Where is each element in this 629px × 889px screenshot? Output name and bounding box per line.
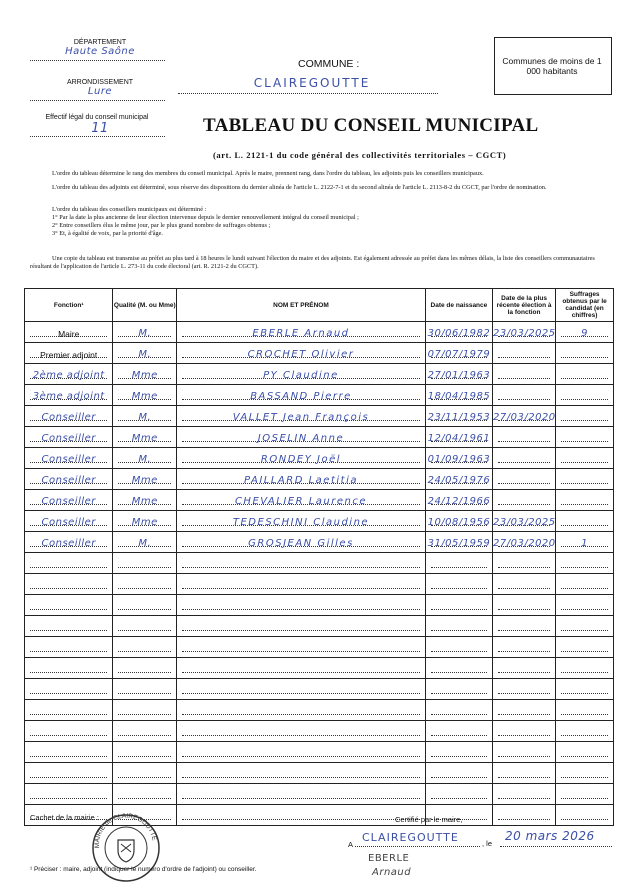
cell-suffrages xyxy=(556,784,614,805)
date-line xyxy=(500,846,612,847)
cell-suffrages xyxy=(556,469,614,490)
cell-fonction xyxy=(25,595,113,616)
cell-nom-value: GROSJEAN Gilles xyxy=(248,538,354,549)
cell-fonction-value: Conseiller xyxy=(41,496,96,507)
intro-paragraph-3b: 2° Entre conseillers élus le même jour, par le plus grand nombre de suffrages obtenus ; xyxy=(52,222,271,229)
cell-suffrages xyxy=(556,385,614,406)
cell-suffrages-value: 9 xyxy=(581,328,588,339)
header-nom: NOM ET PRÉNOM xyxy=(177,289,426,322)
cell-election xyxy=(493,616,556,637)
intro-paragraph-3: L'ordre du tableau des conseillers municipaux est déterminé : xyxy=(52,206,207,213)
table-row xyxy=(25,532,614,553)
cell-naissance xyxy=(425,637,492,658)
cell-election xyxy=(493,700,556,721)
cell-qualite xyxy=(113,406,177,427)
cell-fonction xyxy=(25,679,113,700)
cell-nom xyxy=(177,784,426,805)
cell-fonction xyxy=(25,742,113,763)
le-label: , le xyxy=(482,839,493,848)
cell-suffrages xyxy=(556,679,614,700)
cell-fonction xyxy=(25,658,113,679)
cell-qualite-value: Mme xyxy=(131,433,158,444)
council-table xyxy=(24,288,614,826)
cell-fonction-value: Conseiller xyxy=(41,538,96,549)
cell-suffrages xyxy=(556,658,614,679)
cell-election xyxy=(493,511,556,532)
cell-naissance-value: 24/05/1976 xyxy=(427,475,491,486)
effectif-value: 11 xyxy=(91,121,109,136)
cell-election xyxy=(493,658,556,679)
cell-qualite xyxy=(113,679,177,700)
departement-value: Haute Saône xyxy=(65,46,135,57)
cell-nom xyxy=(177,553,426,574)
footnote: ¹ Préciser : maire, adjoint (indiquer le numéro d'ordre de l'adjoint) ou conseiller. xyxy=(30,866,257,873)
cell-fonction-value: Premier adjoint xyxy=(40,350,98,360)
cell-qualite xyxy=(113,343,177,364)
cell-fonction xyxy=(25,532,113,553)
intro-paragraph-2: L'ordre du tableau des adjoints est déterminé, sous réserve des dispositions du dernier alinéa de l'article L. 2122-7-1 et du second alinéa de l'article L. 2113-8-2 du CGCT, par l'ordre de nomination. xyxy=(52,184,547,191)
arrondissement-line xyxy=(30,100,165,101)
cell-nom-value: TEDESCHINI Claudine xyxy=(232,517,370,528)
cell-qualite xyxy=(113,700,177,721)
cell-nom xyxy=(177,490,426,511)
cell-election xyxy=(493,385,556,406)
cell-fonction xyxy=(25,490,113,511)
cell-naissance xyxy=(425,574,492,595)
cell-nom xyxy=(177,427,426,448)
cell-qualite-value: M. xyxy=(138,349,152,360)
cell-nom xyxy=(177,721,426,742)
cachet-label: Cachet de la mairie : xyxy=(30,813,99,822)
cell-naissance-value: 30/06/1982 xyxy=(427,328,491,339)
cell-nom xyxy=(177,448,426,469)
cell-election xyxy=(493,679,556,700)
intro-paragraph-3c: 3° Et, à égalité de voix, par la priorité d'âge. xyxy=(52,230,164,237)
cell-qualite xyxy=(113,448,177,469)
cell-qualite-value: M. xyxy=(138,412,152,423)
cell-suffrages xyxy=(556,700,614,721)
cell-naissance xyxy=(425,721,492,742)
signature-name: EBERLE xyxy=(368,853,410,864)
cell-nom xyxy=(177,595,426,616)
cell-naissance xyxy=(425,448,492,469)
cell-fonction xyxy=(25,784,113,805)
table-row xyxy=(25,322,614,343)
cell-election xyxy=(493,595,556,616)
cell-naissance xyxy=(425,616,492,637)
cell-qualite xyxy=(113,574,177,595)
lieu-line xyxy=(355,846,480,847)
header-qualite: Qualité (M. ou Mme) xyxy=(113,289,177,322)
cell-fonction xyxy=(25,637,113,658)
cell-nom-value: JOSELIN Anne xyxy=(257,433,345,444)
cell-suffrages xyxy=(556,763,614,784)
cell-naissance-value: 12/04/1961 xyxy=(427,433,491,444)
table-row xyxy=(25,679,614,700)
cell-naissance xyxy=(425,322,492,343)
table-row xyxy=(25,574,614,595)
cell-nom-value: VALLET Jean François xyxy=(232,412,370,423)
cell-naissance xyxy=(425,469,492,490)
commune-label: COMMUNE : xyxy=(298,58,360,70)
cell-nom xyxy=(177,385,426,406)
cell-qualite-value: M. xyxy=(138,538,152,549)
cell-fonction xyxy=(25,553,113,574)
cell-suffrages xyxy=(556,427,614,448)
cell-election xyxy=(493,637,556,658)
cell-nom xyxy=(177,364,426,385)
cell-qualite xyxy=(113,721,177,742)
cell-fonction xyxy=(25,343,113,364)
cell-qualite xyxy=(113,322,177,343)
cell-suffrages xyxy=(556,322,614,343)
cell-qualite xyxy=(113,763,177,784)
cell-election xyxy=(493,343,556,364)
cell-election-value: 23/03/2025 xyxy=(493,328,556,339)
cell-election xyxy=(493,448,556,469)
cell-election xyxy=(493,784,556,805)
cell-fonction xyxy=(25,721,113,742)
cell-naissance xyxy=(425,427,492,448)
header-election: Date de la plus récente élection à la fonction xyxy=(493,289,556,322)
table-row xyxy=(25,406,614,427)
cell-nom xyxy=(177,637,426,658)
cell-naissance xyxy=(425,700,492,721)
cell-election-value: 23/03/2025 xyxy=(493,517,556,528)
cell-nom xyxy=(177,679,426,700)
mairie-stamp-icon xyxy=(90,812,162,884)
cell-qualite-value: M. xyxy=(138,328,152,339)
cell-qualite-value: Mme xyxy=(131,517,158,528)
table-row xyxy=(25,763,614,784)
cell-suffrages xyxy=(556,637,614,658)
cell-election xyxy=(493,805,556,826)
cell-naissance xyxy=(425,406,492,427)
cell-naissance-value: 23/11/1953 xyxy=(427,412,491,423)
cell-qualite xyxy=(113,532,177,553)
cell-election-value: 27/03/2020 xyxy=(493,538,556,549)
table-row xyxy=(25,427,614,448)
cell-fonction xyxy=(25,616,113,637)
cell-qualite xyxy=(113,742,177,763)
signature-first: Arnaud xyxy=(372,867,412,878)
cell-nom-value: BASSAND Pierre xyxy=(250,391,352,402)
cell-fonction-value: Conseiller xyxy=(41,475,96,486)
cell-suffrages xyxy=(556,805,614,826)
cell-election xyxy=(493,553,556,574)
cell-suffrages xyxy=(556,343,614,364)
intro-paragraph-1: L'ordre du tableau détermine le rang des membres du conseil municipal. Après le maire, prennent rang, dans l'ordre du tableau, les adjoints puis les conseillers municipaux. xyxy=(52,170,484,177)
cell-nom-value: RONDEY Joël xyxy=(260,454,342,465)
cell-naissance xyxy=(425,385,492,406)
commune-line xyxy=(178,93,438,94)
cell-naissance xyxy=(425,553,492,574)
cell-qualite-value: Mme xyxy=(131,496,158,507)
cell-naissance-value: 31/05/1959 xyxy=(427,538,491,549)
cell-election xyxy=(493,490,556,511)
table-row xyxy=(25,595,614,616)
cell-nom xyxy=(177,658,426,679)
cell-suffrages xyxy=(556,532,614,553)
cell-qualite xyxy=(113,637,177,658)
table-row xyxy=(25,637,614,658)
cell-nom xyxy=(177,343,426,364)
cell-nom xyxy=(177,532,426,553)
cell-qualite-value: M. xyxy=(138,454,152,465)
cell-election xyxy=(493,574,556,595)
table-header-row xyxy=(25,289,614,322)
cell-suffrages xyxy=(556,721,614,742)
cell-fonction xyxy=(25,511,113,532)
cell-fonction-value: Conseiller xyxy=(41,517,96,528)
cell-fonction-value: Conseiller xyxy=(41,412,96,423)
cell-nom xyxy=(177,763,426,784)
cell-naissance xyxy=(425,742,492,763)
table-row xyxy=(25,784,614,805)
table-row xyxy=(25,343,614,364)
table-row xyxy=(25,448,614,469)
cell-qualite-value: Mme xyxy=(131,391,158,402)
cell-nom-value: EBERLE Arnaud xyxy=(252,328,350,339)
cell-election xyxy=(493,721,556,742)
cell-election xyxy=(493,763,556,784)
cell-fonction xyxy=(25,574,113,595)
table-row xyxy=(25,385,614,406)
effectif-label: Effectif légal du conseil municipal xyxy=(45,114,149,121)
cell-naissance xyxy=(425,364,492,385)
cell-suffrages xyxy=(556,616,614,637)
page-subtitle: (art. L. 2121-1 du code général des collectivités territoriales – CGCT) xyxy=(213,150,507,160)
certifie-label: Certifié par le maire, xyxy=(395,815,463,824)
cell-election xyxy=(493,469,556,490)
cell-naissance xyxy=(425,343,492,364)
cell-qualite-value: Mme xyxy=(131,370,158,381)
table-row xyxy=(25,616,614,637)
cell-qualite xyxy=(113,616,177,637)
table-row xyxy=(25,553,614,574)
table-row xyxy=(25,364,614,385)
page-title: TABLEAU DU CONSEIL MUNICIPAL xyxy=(203,115,539,136)
cell-suffrages xyxy=(556,595,614,616)
cell-naissance-value: 07/07/1979 xyxy=(427,349,491,360)
header-suffrages: Suffrages obtenus par le candidat (en chiffres) xyxy=(556,289,614,322)
table-row xyxy=(25,469,614,490)
cell-fonction-value: 2ème adjoint xyxy=(32,370,105,381)
cell-election-value: 27/03/2020 xyxy=(493,412,556,423)
cell-suffrages xyxy=(556,490,614,511)
cell-nom xyxy=(177,700,426,721)
cell-qualite xyxy=(113,595,177,616)
cell-naissance xyxy=(425,532,492,553)
cell-qualite xyxy=(113,511,177,532)
cell-naissance-value: 10/08/1956 xyxy=(427,517,491,528)
cell-qualite xyxy=(113,490,177,511)
cell-qualite xyxy=(113,427,177,448)
cell-fonction-value: Maire xyxy=(58,329,80,339)
lieu-value: CLAIREGOUTTE xyxy=(362,831,459,844)
cell-nom xyxy=(177,469,426,490)
habitants-box-text: Communes de moins de 1 000 habitants xyxy=(502,56,602,76)
cell-nom xyxy=(177,322,426,343)
cell-nom xyxy=(177,511,426,532)
cell-nom xyxy=(177,742,426,763)
header-fonction: Fonction¹ xyxy=(25,289,113,322)
departement-line xyxy=(30,60,165,61)
cell-fonction xyxy=(25,406,113,427)
cell-naissance-value: 27/01/1963 xyxy=(427,370,491,381)
cell-fonction xyxy=(25,364,113,385)
cell-qualite xyxy=(113,658,177,679)
intro-paragraph-3a: 1° Par la date la plus ancienne de leur élection intervenue depuis le dernier renouvellement intégral du conseil municipal ; xyxy=(52,214,359,221)
cell-naissance xyxy=(425,679,492,700)
cell-qualite xyxy=(113,385,177,406)
intro-paragraph-4: Une copie du tableau est transmise au préfet au plus tard à 18 heures le lundi suivant l'élection du maire et des adjoints. Est également adressée au préfet dans les mêmes délais, la liste des conseillers communautaires résultant de l'application de l'article L. 273-11 du code électoral (art. R. 2121-2 du CGCT). xyxy=(30,255,595,270)
cell-naissance xyxy=(425,511,492,532)
cell-fonction-value: Conseiller xyxy=(41,433,96,444)
cell-suffrages xyxy=(556,742,614,763)
table-row xyxy=(25,490,614,511)
cell-naissance xyxy=(425,595,492,616)
cell-naissance xyxy=(425,763,492,784)
cell-fonction xyxy=(25,427,113,448)
table-row xyxy=(25,658,614,679)
cell-fonction-value: Conseiller xyxy=(41,454,96,465)
cell-suffrages xyxy=(556,448,614,469)
cell-suffrages xyxy=(556,553,614,574)
cell-suffrages xyxy=(556,574,614,595)
cell-qualite xyxy=(113,364,177,385)
departement-label: DÉPARTEMENT xyxy=(73,39,127,46)
cell-nom xyxy=(177,574,426,595)
cell-qualite xyxy=(113,553,177,574)
cell-naissance xyxy=(425,784,492,805)
cell-fonction-value: 3ème adjoint xyxy=(32,391,105,402)
cell-naissance-value: 01/09/1963 xyxy=(427,454,491,465)
stamp-text: MAIRIE de CLAIREGOUTTE xyxy=(93,812,158,849)
cell-fonction xyxy=(25,322,113,343)
effectif-line xyxy=(30,136,165,137)
cell-nom-value: PY Claudine xyxy=(263,370,339,381)
cell-qualite xyxy=(113,784,177,805)
cell-nom-value: CHEVALIER Laurence xyxy=(234,496,368,507)
cell-naissance-value: 24/12/1966 xyxy=(427,496,491,507)
cell-election xyxy=(493,406,556,427)
arrondissement-value: Lure xyxy=(87,86,113,97)
cell-fonction xyxy=(25,763,113,784)
cell-fonction xyxy=(25,448,113,469)
cell-suffrages xyxy=(556,406,614,427)
cell-suffrages-value: 1 xyxy=(581,538,588,549)
cell-fonction xyxy=(25,385,113,406)
cell-qualite xyxy=(113,469,177,490)
a-label: A xyxy=(348,840,354,849)
cell-nom-value: CROCHET Olivier xyxy=(247,349,355,360)
cell-election xyxy=(493,364,556,385)
table-row xyxy=(25,700,614,721)
cell-nom xyxy=(177,616,426,637)
cell-naissance xyxy=(425,658,492,679)
header-naissance: Date de naissance xyxy=(425,289,492,322)
cell-nom xyxy=(177,406,426,427)
cell-election xyxy=(493,427,556,448)
cell-nom xyxy=(177,805,426,826)
cell-naissance xyxy=(425,490,492,511)
cell-suffrages xyxy=(556,511,614,532)
table-row xyxy=(25,742,614,763)
table-row xyxy=(25,721,614,742)
cell-fonction xyxy=(25,469,113,490)
cell-election xyxy=(493,322,556,343)
cell-election xyxy=(493,532,556,553)
cell-qualite-value: Mme xyxy=(131,475,158,486)
cell-suffrages xyxy=(556,364,614,385)
cell-naissance-value: 18/04/1985 xyxy=(427,391,491,402)
commune-value: CLAIREGOUTTE xyxy=(253,76,371,90)
date-value: 20 mars 2026 xyxy=(505,829,595,843)
arrondissement-label: ARRONDISSEMENT xyxy=(66,79,134,86)
cell-fonction xyxy=(25,700,113,721)
table-row xyxy=(25,511,614,532)
cell-election xyxy=(493,742,556,763)
cell-nom-value: PAILLARD Laetitia xyxy=(243,475,358,486)
svg-text:MAIRIE de CLAIREGOUTTE xyxy=(94,813,158,849)
